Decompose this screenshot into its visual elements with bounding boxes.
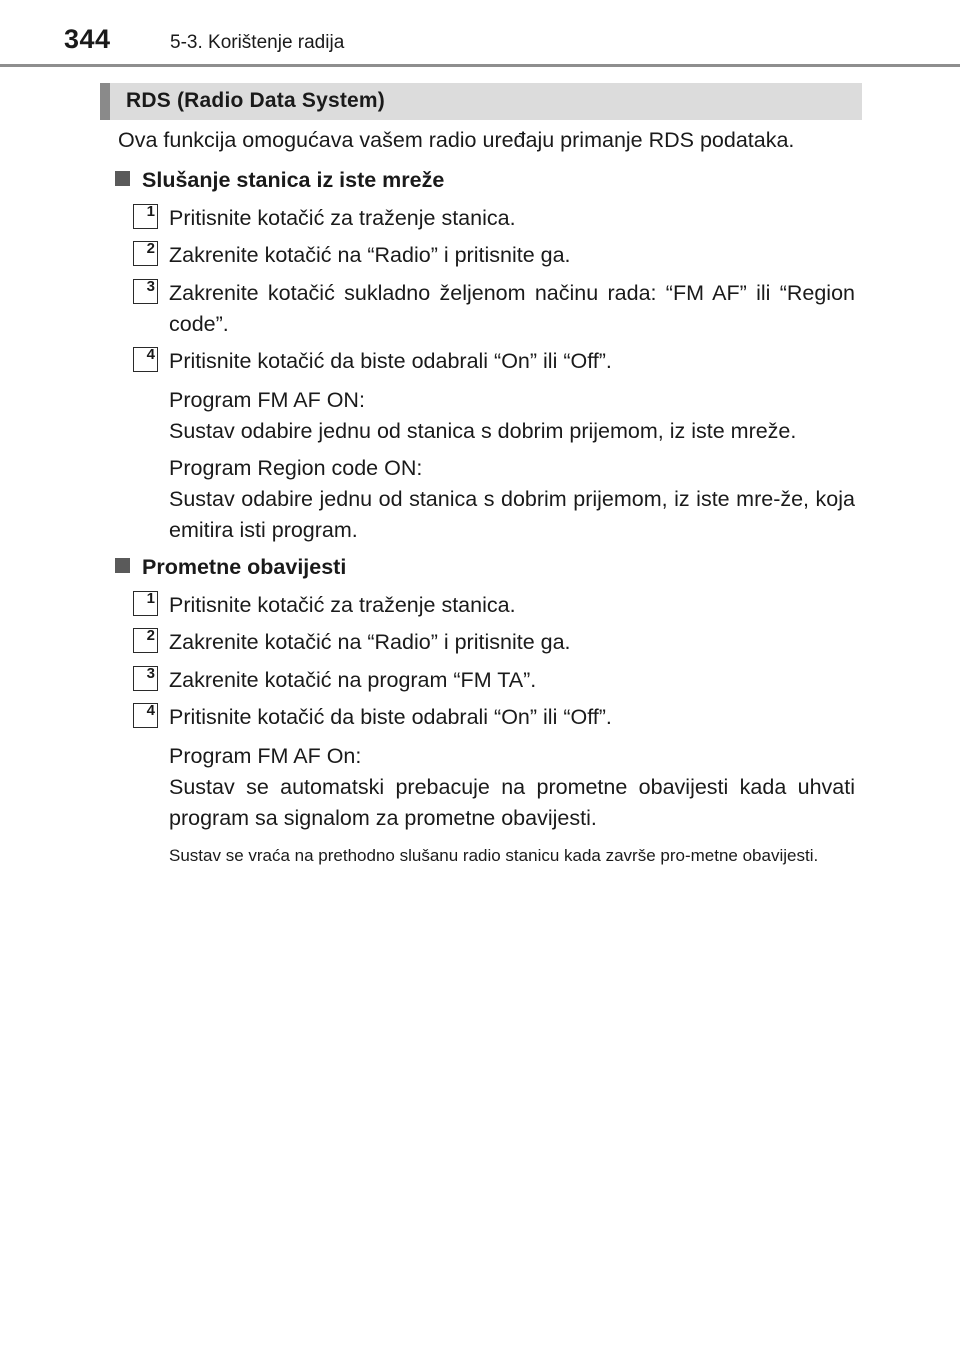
detail-title: Program FM AF On: — [169, 744, 362, 768]
step-text: Pritisnite kotačić za traženje stanica. — [169, 206, 516, 230]
section-label: 5-3. Korištenje radija — [170, 32, 345, 53]
section-title: RDS (Radio Data System) — [126, 89, 385, 112]
page-header — [0, 0, 960, 70]
section-title-box — [100, 83, 862, 120]
step-number-badge: 2 — [133, 628, 158, 653]
step-number-badge: 1 — [133, 204, 158, 229]
step-text: Zakrenite kotačić sukladno željenom načinu rada: “FM AF” ili “Region code”. — [169, 281, 855, 336]
step-number-badge: 4 — [133, 703, 158, 728]
detail-text: Sustav se automatski prebacuje na prometne obavijesti kada uhvati program sa signalom za prometne obavijesti. — [169, 775, 855, 830]
step-text: Zakrenite kotačić na “Radio” i pritisnite ga. — [169, 630, 571, 654]
header-divider — [0, 64, 960, 67]
square-bullet-icon — [115, 558, 130, 573]
step-text: Pritisnite kotačić da biste odabrali “On” ili “Off”. — [169, 349, 612, 373]
step-number-badge: 3 — [133, 666, 158, 691]
subheading-same-network — [115, 165, 444, 196]
intro-text: Ova funkcija omogućava vašem radio uređaju primanje RDS podataka. — [118, 128, 795, 152]
detail-title: Program Region code ON: — [169, 456, 423, 480]
step-text: Zakrenite kotačić na program “FM TA”. — [169, 668, 537, 692]
detail-text: Sustav odabire jednu od stanica s dobrim prijemom, iz iste mreže. — [169, 419, 797, 443]
subheading-text: Prometne obavijesti — [142, 555, 347, 579]
note-text: Sustav se vraća na prethodno slušanu radio stanicu kada završe pro-metne obavijesti. — [169, 846, 819, 865]
square-bullet-icon — [115, 171, 130, 186]
step-number-badge: 2 — [133, 241, 158, 266]
step-text: Pritisnite kotačić za traženje stanica. — [169, 593, 516, 617]
step-number-badge: 3 — [133, 279, 158, 304]
subheading-text: Slušanje stanica iz iste mreže — [142, 168, 445, 192]
step-number-badge: 1 — [133, 591, 158, 616]
detail-title: Program FM AF ON: — [169, 388, 365, 412]
step-text: Zakrenite kotačić na “Radio” i pritisnite ga. — [169, 243, 571, 267]
step-number-badge: 4 — [133, 347, 158, 372]
detail-text: Sustav odabire jednu od stanica s dobrim prijemom, iz iste mre-že, koja emitira isti program. — [169, 487, 855, 542]
step-text: Pritisnite kotačić da biste odabrali “On” ili “Off”. — [169, 705, 612, 729]
page-number: 344 — [64, 24, 111, 54]
subheading-traffic-announcements — [115, 552, 346, 583]
